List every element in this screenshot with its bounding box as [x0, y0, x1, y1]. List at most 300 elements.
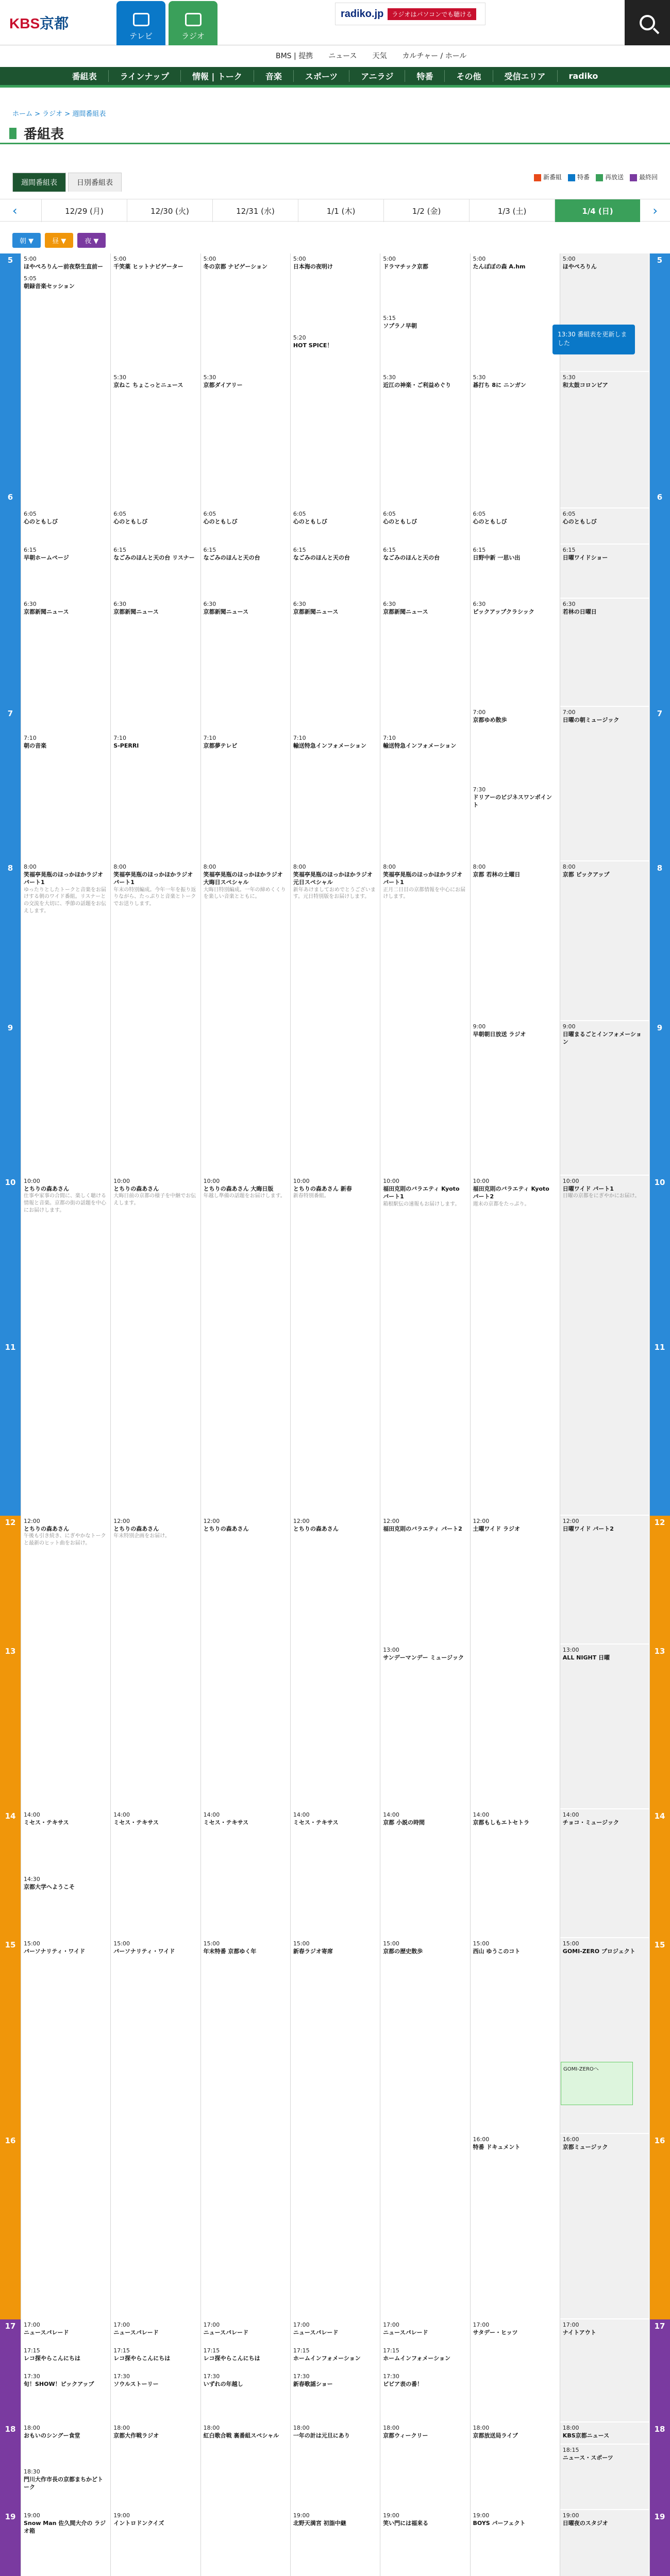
program-cell[interactable] — [560, 509, 649, 544]
program-time: 7:10 — [113, 735, 126, 741]
date-tab[interactable]: 12/29 (月) — [41, 199, 127, 222]
program-cell[interactable] — [21, 1516, 110, 1808]
tab-tv-label: テレビ — [129, 31, 153, 41]
program-cell[interactable] — [560, 2445, 649, 2509]
program-cell[interactable] — [201, 2371, 290, 2421]
program-cell[interactable] — [111, 861, 199, 1175]
program-title[interactable]: 日曜ワイドショー — [562, 554, 608, 562]
program-title[interactable]: 福田克則のバラエティ Kyoto パート1 — [383, 1185, 460, 1200]
next-week-arrow[interactable]: › — [652, 204, 658, 218]
program-title[interactable]: 土曜ワイド ラジオ — [473, 1526, 520, 1533]
program-title[interactable]: 北野天満宮 初詣中継 — [293, 2520, 346, 2527]
program-cell[interactable] — [471, 2319, 559, 2421]
program-time: 9:00 — [473, 1023, 486, 1030]
program-title[interactable]: 一年の計は元旦にあり — [293, 2432, 350, 2439]
program-title[interactable]: 京都 小説の時間 — [383, 1819, 425, 1826]
program-title[interactable]: GOMI-ZERO プロジェクト — [562, 1948, 635, 1955]
program-title[interactable]: とちりの森あさん 大晦日版 — [203, 1185, 274, 1193]
program-cell[interactable] — [471, 2422, 559, 2509]
program-cell[interactable] — [560, 2319, 649, 2421]
program-title[interactable]: 碁打ち 8に ニンガン — [473, 382, 526, 389]
program-cell[interactable] — [380, 2422, 469, 2509]
breadcrumb[interactable]: ホーム > ラジオ > 週間番組表 — [12, 110, 106, 118]
program-time: 17:30 — [203, 2373, 220, 2380]
program-time: 18:00 — [383, 2425, 399, 2431]
program-cell[interactable] — [380, 599, 469, 732]
program-cell[interactable] — [560, 1645, 649, 1808]
program-title[interactable]: レコ探やらこんにちは — [203, 2355, 260, 2362]
program-title[interactable]: ニュースパレード — [113, 2329, 159, 2336]
legend-item: 特番 — [568, 173, 590, 181]
program-time: 5:30 — [473, 374, 486, 381]
program-title[interactable]: 京都夢テレビ — [203, 742, 238, 750]
program-title[interactable]: 旬！SHOW！ピックアップ — [24, 2381, 94, 2388]
program-title[interactable]: 京都の歴史散歩 — [383, 1948, 423, 1955]
program-cell[interactable] — [560, 1516, 649, 1643]
program-title[interactable]: 京都ゆめ散歩 — [473, 717, 507, 724]
program-cell[interactable] — [560, 545, 649, 598]
program-title[interactable]: 京都大作戦ラジオ — [113, 2432, 159, 2439]
program-time: 12:00 — [562, 1518, 579, 1524]
program-title[interactable]: レコ探やらこんにちは — [113, 2355, 171, 2362]
program-title[interactable]: ニュースパレード — [24, 2329, 69, 2336]
link-news[interactable]: ニュース — [328, 52, 357, 60]
program-cell[interactable] — [291, 2319, 379, 2344]
program-title[interactable]: 笑福亭晃瓶のほっかほかラジオ 元日スペシャル — [293, 871, 373, 886]
program-title[interactable]: とちりの森あさん — [203, 1526, 249, 1533]
program-cell[interactable] — [111, 599, 199, 732]
program-cell[interactable] — [201, 509, 290, 544]
program-cell[interactable] — [471, 2510, 559, 2576]
program-cell[interactable] — [560, 599, 649, 706]
program-cell[interactable] — [380, 2510, 469, 2576]
program-cell[interactable] — [471, 545, 559, 598]
program-cell[interactable] — [380, 372, 469, 507]
program-time: 17:15 — [203, 2347, 220, 2354]
tab-radio[interactable] — [169, 1, 217, 45]
program-title[interactable]: ソウルストーリー — [113, 2381, 159, 2388]
program-title[interactable]: ニュース・スポーツ — [562, 2454, 613, 2462]
gomi-zero-banner[interactable]: GOMI-ZEROへ — [561, 2062, 633, 2105]
program-title[interactable]: ミセス・テキサス — [113, 1819, 159, 1826]
subnav-item-2[interactable]: 情報 | トーク — [181, 70, 254, 82]
program-title[interactable]: 心のともしび — [203, 518, 238, 526]
program-cell[interactable] — [111, 1938, 199, 2318]
program-title[interactable]: 和太鼓コロンビア — [562, 382, 608, 389]
program-title[interactable]: 京都新聞ニュース — [113, 608, 159, 616]
program-cell[interactable] — [380, 1809, 469, 1937]
program-title[interactable]: 日曜夜のスタジオ — [562, 2520, 608, 2527]
program-title[interactable]: 日曜ワイド パート2 — [562, 1526, 614, 1533]
program-cell[interactable] — [560, 1176, 649, 1515]
program-title[interactable]: 朝の音楽 — [24, 742, 46, 750]
program-cell[interactable] — [291, 2345, 379, 2370]
hour-label: 10 — [649, 1176, 670, 1341]
program-cell[interactable] — [291, 599, 379, 732]
program-title[interactable]: 輸送特急インフォメーション — [293, 742, 366, 750]
program-cell[interactable] — [291, 332, 379, 507]
program-title[interactable]: 福田克則のバラエティ Kyoto パート2 — [473, 1185, 549, 1200]
program-title[interactable]: ミセス・テキサス — [203, 1819, 249, 1826]
program-title[interactable]: ソプラノ早朝 — [383, 323, 417, 330]
program-title[interactable]: イントロドンクイズ — [113, 2520, 164, 2527]
program-title[interactable]: 輸送特急インフォメーション — [383, 742, 457, 750]
program-cell[interactable] — [201, 545, 290, 598]
program-time: 17:15 — [113, 2347, 130, 2354]
program-cell[interactable] — [380, 2345, 469, 2370]
program-cell[interactable] — [21, 1874, 110, 1937]
program-title[interactable]: 京都ウィークリー — [383, 2432, 428, 2439]
program-cell[interactable] — [471, 861, 559, 1020]
program-title[interactable]: ミセス・テキサス — [24, 1819, 69, 1826]
program-title[interactable]: KBS京都ニュース — [562, 2432, 610, 2439]
program-title[interactable]: チョコ・ミュージック — [562, 1819, 619, 1826]
program-description: 午後も引き続き、にぎやかなトークと最新のヒット曲をお届け。 — [24, 1533, 106, 1547]
program-cell[interactable] — [471, 784, 559, 860]
jump-button[interactable]: 昼 ▼ — [45, 233, 73, 248]
program-cell[interactable] — [201, 1176, 290, 1515]
jump-button[interactable]: 朝 ▼ — [12, 233, 41, 248]
program-cell[interactable] — [471, 509, 559, 544]
program-cell[interactable] — [111, 253, 199, 371]
program-title[interactable]: 福田克則のバラエティ パート2 — [383, 1526, 462, 1533]
program-title[interactable]: 西山 ゆうこのコト — [473, 1948, 521, 1955]
program-cell[interactable] — [21, 1809, 110, 1873]
subnav-item-6[interactable]: 特番 — [405, 70, 445, 82]
program-cell[interactable] — [21, 599, 110, 732]
program-cell[interactable] — [111, 2319, 199, 2344]
program-title[interactable]: ドリアーのビジネスワンポイント — [473, 794, 552, 809]
prev-week-arrow[interactable]: ‹ — [12, 204, 18, 218]
link-culture[interactable]: カルチャー / ホール — [402, 52, 467, 60]
program-title[interactable]: 新春ラジオ寄席 — [293, 1948, 333, 1955]
program-title[interactable]: BOYS パーフェクト — [473, 2520, 526, 2527]
program-cell[interactable] — [291, 1516, 379, 1808]
program-cell[interactable] — [380, 2371, 469, 2421]
top-links — [276, 50, 466, 61]
subnav-item-3[interactable]: 音楽 — [254, 70, 294, 82]
program-cell[interactable] — [111, 1809, 199, 1937]
program-cell[interactable] — [21, 2319, 110, 2344]
program-cell[interactable] — [380, 1516, 469, 1643]
program-title[interactable]: 特番 ドキュメント — [473, 2144, 521, 2151]
program-cell[interactable] — [380, 253, 469, 312]
program-cell[interactable] — [291, 545, 379, 598]
program-cell[interactable] — [380, 861, 469, 1175]
program-cell[interactable] — [111, 2345, 199, 2370]
program-cell[interactable] — [471, 1021, 559, 1175]
program-cell[interactable] — [21, 2345, 110, 2370]
program-title[interactable]: 日曜まるごとインフォメーション — [562, 1031, 642, 1046]
program-cell[interactable] — [291, 1809, 379, 1937]
program-title[interactable]: 京都ダイアリー — [203, 382, 243, 389]
program-title[interactable]: 京都新聞ニュース — [293, 608, 339, 616]
program-title[interactable]: 笑い門には福来る — [383, 2520, 429, 2527]
program-title[interactable]: 冬の京都 ナビゲーション — [203, 263, 267, 270]
program-title[interactable]: ほやぺろりんー前夜祭生直前ー — [24, 263, 103, 270]
date-tab[interactable]: 1/2 (金) — [383, 199, 469, 222]
program-title[interactable]: パーソナリティ・ワイド — [113, 1948, 175, 1955]
program-title[interactable]: ミセス・テキサス — [293, 1819, 339, 1826]
program-cell[interactable] — [21, 545, 110, 598]
program-title[interactable]: 京都放送局ライブ — [473, 2432, 518, 2439]
program-time: 5:00 — [562, 256, 576, 262]
program-cell[interactable] — [380, 733, 469, 860]
subnav-item-9[interactable]: radiko — [568, 71, 598, 81]
program-title[interactable]: ALL NIGHT 日曜 — [562, 1654, 610, 1662]
program-title[interactable]: レコ探やらこんにちは — [24, 2355, 80, 2362]
program-title[interactable]: S-PERRI — [113, 742, 139, 750]
program-title[interactable]: ニュースパレード — [383, 2329, 428, 2336]
program-cell[interactable] — [291, 2422, 379, 2509]
search-button[interactable] — [625, 0, 670, 45]
program-time: 10:00 — [113, 1178, 130, 1184]
program-title[interactable]: とちりの森あさん — [293, 1526, 339, 1533]
program-title[interactable]: なごみのほんと天の台 — [293, 554, 350, 562]
tab-tv[interactable] — [116, 1, 165, 45]
program-cell[interactable] — [201, 1938, 290, 2318]
program-title[interactable]: 朝録音楽セッション — [24, 283, 75, 290]
program-title[interactable]: なごみのほんと天の台 — [203, 554, 260, 562]
subnav-item-1[interactable]: ラインナップ — [109, 70, 181, 82]
program-title[interactable]: 笑福亭晃瓶のほっかほかラジオ パート1 — [113, 871, 193, 886]
program-cell[interactable] — [21, 2371, 110, 2421]
program-cell[interactable] — [111, 2510, 199, 2576]
program-cell[interactable] — [380, 509, 469, 544]
program-cell[interactable] — [380, 1176, 469, 1515]
legend-item: 新番組 — [534, 173, 562, 181]
program-title[interactable]: たんぽぽの森 A.hm — [473, 263, 526, 270]
program-description: 日曜の京都をにぎやかにお届け。 — [562, 1193, 640, 1199]
program-title[interactable]: とちりの森あさん — [113, 1526, 159, 1533]
program-time: 17:00 — [562, 2321, 579, 2328]
subnav-item-5[interactable]: アニラジ — [349, 70, 405, 82]
program-cell[interactable] — [471, 1516, 559, 1808]
program-cell[interactable] — [380, 313, 469, 371]
program-title[interactable]: 京都 ピックアップ — [562, 871, 610, 878]
program-title[interactable]: ドラマチック京都 — [383, 263, 428, 270]
program-cell[interactable] — [201, 1516, 290, 1808]
program-title[interactable]: 千笑薬 ヒットナビゲーター — [113, 263, 183, 270]
date-tab[interactable]: 1/1 (木) — [298, 199, 383, 222]
program-title[interactable]: 早朝ホームページ — [24, 554, 69, 562]
program-cell[interactable] — [21, 861, 110, 1175]
program-cell[interactable] — [201, 861, 290, 1175]
date-tab[interactable]: 1/3 (土) — [469, 199, 555, 222]
program-cell[interactable] — [380, 545, 469, 598]
program-time: 5:30 — [562, 374, 576, 381]
program-title[interactable]: ピックアップクラシック — [473, 608, 534, 616]
program-cell[interactable] — [201, 2319, 290, 2344]
program-title[interactable]: 笑福亭晃瓶のほっかほかラジオ パート1 — [24, 871, 103, 886]
program-cell[interactable] — [111, 372, 199, 507]
program-title[interactable]: 心のともしび — [383, 518, 417, 526]
subnav-item-8[interactable]: 受信エリア — [493, 70, 558, 82]
date-tab[interactable]: 1/4 (日) — [555, 199, 640, 222]
subnav-item-4[interactable]: スポーツ — [294, 70, 349, 82]
program-cell[interactable] — [291, 1938, 379, 2318]
program-title[interactable]: ホームインフォメーション — [383, 2355, 450, 2362]
program-title[interactable]: 京都もしもエトセトラ — [473, 1819, 530, 1826]
program-title[interactable]: ナイトアウト — [562, 2329, 596, 2336]
program-cell[interactable] — [471, 372, 559, 507]
program-title[interactable]: とちりの森あさん — [113, 1185, 159, 1193]
program-cell[interactable] — [291, 2510, 379, 2576]
program-title[interactable]: 年末特番 京都ゆく年 — [203, 1948, 257, 1955]
program-title[interactable]: 京都ミュージック — [562, 2144, 608, 2151]
program-title[interactable]: なごみのほんと天の台 — [383, 554, 440, 562]
program-title[interactable]: とちりの森あさん — [24, 1185, 69, 1193]
program-cell[interactable] — [201, 733, 290, 860]
program-cell[interactable] — [560, 2510, 649, 2576]
program-cell[interactable] — [201, 372, 290, 507]
program-cell[interactable] — [471, 707, 559, 783]
program-title[interactable]: おもいのシングー食堂 — [24, 2432, 80, 2439]
program-title[interactable]: 紅白歌合戦 裏番組スペシャル — [203, 2432, 279, 2439]
subnav-item-0[interactable]: 番組表 — [61, 70, 109, 82]
tab-weekly[interactable]: 週間番組表 — [12, 173, 66, 192]
program-title[interactable]: 京都 若林の土曜日 — [473, 871, 521, 878]
program-title[interactable]: 門川大作市長の京都まちかどトーク — [24, 2476, 103, 2491]
program-cell[interactable] — [291, 1176, 379, 1515]
program-cell[interactable] — [201, 599, 290, 732]
program-title[interactable]: いずれの年越し — [203, 2381, 243, 2388]
program-title[interactable]: 笑福亭晃瓶のほっかほかラジオ パート1 — [383, 871, 463, 886]
program-time: 17:15 — [293, 2347, 310, 2354]
program-cell[interactable] — [291, 509, 379, 544]
program-cell[interactable] — [471, 1938, 559, 2133]
program-title[interactable]: 日曜ワイド パート1 — [562, 1185, 614, 1193]
tab-daily[interactable]: 日別番組表 — [68, 173, 122, 192]
jump-button[interactable]: 夜 ▼ — [77, 233, 106, 248]
program-title[interactable]: 日本海の夜明け — [293, 263, 333, 270]
program-time: 17:30 — [383, 2373, 399, 2380]
program-cell[interactable] — [291, 733, 379, 860]
program-cell[interactable] — [471, 2134, 559, 2318]
program-time: 13:00 — [383, 1647, 399, 1653]
program-cell[interactable] — [21, 2466, 110, 2509]
program-title[interactable]: 近江の神楽・ご利益めぐり — [383, 382, 451, 389]
program-cell[interactable] — [291, 861, 379, 1175]
program-time: 5:00 — [293, 256, 306, 262]
program-cell[interactable] — [21, 509, 110, 544]
radiko-ad-banner[interactable] — [335, 3, 485, 25]
program-cell[interactable] — [291, 2371, 379, 2421]
program-cell[interactable] — [111, 2422, 199, 2509]
hour-label: 14 — [649, 1809, 670, 1938]
program-title[interactable]: ニュースパレード — [203, 2329, 249, 2336]
link-weather[interactable]: 天気 — [372, 52, 387, 60]
program-cell[interactable] — [560, 372, 649, 507]
program-title[interactable]: なごみのほんと天の台 リスナー — [113, 554, 195, 562]
program-cell[interactable] — [560, 2134, 649, 2318]
program-title[interactable]: 日曜の朝ミュージック — [562, 717, 619, 724]
date-tab[interactable]: 12/30 (火) — [127, 199, 212, 222]
program-title[interactable]: パーソナリティ・ワイド — [24, 1948, 86, 1955]
program-title[interactable]: 心のともしび — [473, 518, 507, 526]
program-title[interactable]: 京ねこ ちょこっとニュース — [113, 382, 183, 389]
program-title[interactable]: ホームインフォメーション — [293, 2355, 361, 2362]
legend-item: 最終回 — [630, 173, 658, 181]
program-cell[interactable] — [111, 1176, 199, 1515]
program-cell[interactable] — [201, 1809, 290, 1937]
subnav-item-7[interactable]: その他 — [445, 70, 493, 82]
program-cell[interactable] — [380, 1645, 469, 1808]
program-title[interactable]: サタデー・ヒッツ — [473, 2329, 518, 2336]
program-title[interactable]: Snow Man 佐久間大介の ラジオ箱 — [24, 2520, 106, 2535]
program-title[interactable]: とちりの森あさん — [24, 1526, 69, 1533]
program-grid — [0, 253, 670, 2576]
update-notice[interactable]: 13:30 番組表を更新しました — [552, 325, 635, 354]
program-title[interactable]: 心のともしび — [562, 518, 597, 526]
program-cell[interactable] — [471, 599, 559, 706]
program-cell[interactable] — [111, 733, 199, 860]
program-cell[interactable] — [201, 253, 290, 371]
date-tab[interactable]: 12/31 (水) — [212, 199, 298, 222]
program-title[interactable]: 心のともしび — [24, 518, 58, 526]
hour-label: 11 — [649, 1341, 670, 1516]
program-title[interactable]: 京都新聞ニュース — [203, 608, 249, 616]
program-title[interactable]: ほやぺろりん — [562, 263, 597, 270]
program-title[interactable]: HOT SPICE！ — [293, 342, 333, 349]
program-cell[interactable] — [21, 1176, 110, 1515]
program-title[interactable]: 京都大学へようこそ — [24, 1884, 75, 1891]
program-cell[interactable] — [21, 1938, 110, 2318]
program-cell[interactable] — [291, 253, 379, 331]
program-cell[interactable] — [21, 2510, 110, 2576]
program-title[interactable]: 京都新聞ニュース — [383, 608, 428, 616]
program-cell[interactable] — [111, 2371, 199, 2421]
program-title[interactable]: ビビア表の番！ — [383, 2381, 423, 2388]
program-title[interactable]: ニュースパレード — [293, 2329, 339, 2336]
program-cell[interactable] — [111, 545, 199, 598]
kbs-logo[interactable] — [9, 12, 69, 33]
link-bms[interactable]: BMS | 提携 — [276, 52, 313, 60]
program-cell[interactable] — [560, 861, 649, 1020]
program-title[interactable]: とちりの森あさん 新春 — [293, 1185, 352, 1193]
program-title[interactable]: 心のともしび — [293, 518, 327, 526]
hour-label: 9 — [649, 1021, 670, 1176]
program-title[interactable]: 心のともしび — [113, 518, 148, 526]
program-title[interactable]: 笑福亭晃瓶のほっかほかラジオ 大晦日スペシャル — [203, 871, 283, 886]
program-cell[interactable] — [21, 253, 110, 272]
program-cell[interactable] — [380, 2319, 469, 2344]
program-cell[interactable] — [21, 2422, 110, 2465]
program-cell[interactable] — [560, 707, 649, 860]
program-cell[interactable] — [560, 1809, 649, 1937]
program-title[interactable]: サンデーマンデー ミュージック — [383, 1654, 464, 1662]
program-cell[interactable] — [21, 733, 110, 860]
program-time: 6:15 — [293, 547, 306, 553]
program-title[interactable]: 京都新聞ニュース — [24, 608, 69, 616]
program-time: 16:00 — [473, 2136, 490, 2143]
program-title[interactable]: 若林の日曜日 — [562, 608, 597, 616]
program-cell[interactable] — [201, 2345, 290, 2370]
program-title[interactable]: 日野中新 一思い出 — [473, 554, 521, 562]
program-cell[interactable] — [21, 273, 110, 507]
program-title[interactable]: 早朝朝日放送 ラジオ — [473, 1031, 526, 1038]
program-cell[interactable] — [111, 1516, 199, 1808]
program-cell[interactable] — [560, 1021, 649, 1175]
program-cell[interactable] — [380, 1938, 469, 2318]
program-cell[interactable] — [471, 1809, 559, 1937]
program-cell[interactable] — [560, 2422, 649, 2444]
program-cell[interactable] — [471, 253, 559, 371]
program-cell[interactable] — [111, 509, 199, 544]
program-cell[interactable] — [471, 1176, 559, 1515]
program-cell[interactable] — [201, 2422, 290, 2576]
program-title[interactable]: 新春歌謡ショー — [293, 2381, 333, 2388]
